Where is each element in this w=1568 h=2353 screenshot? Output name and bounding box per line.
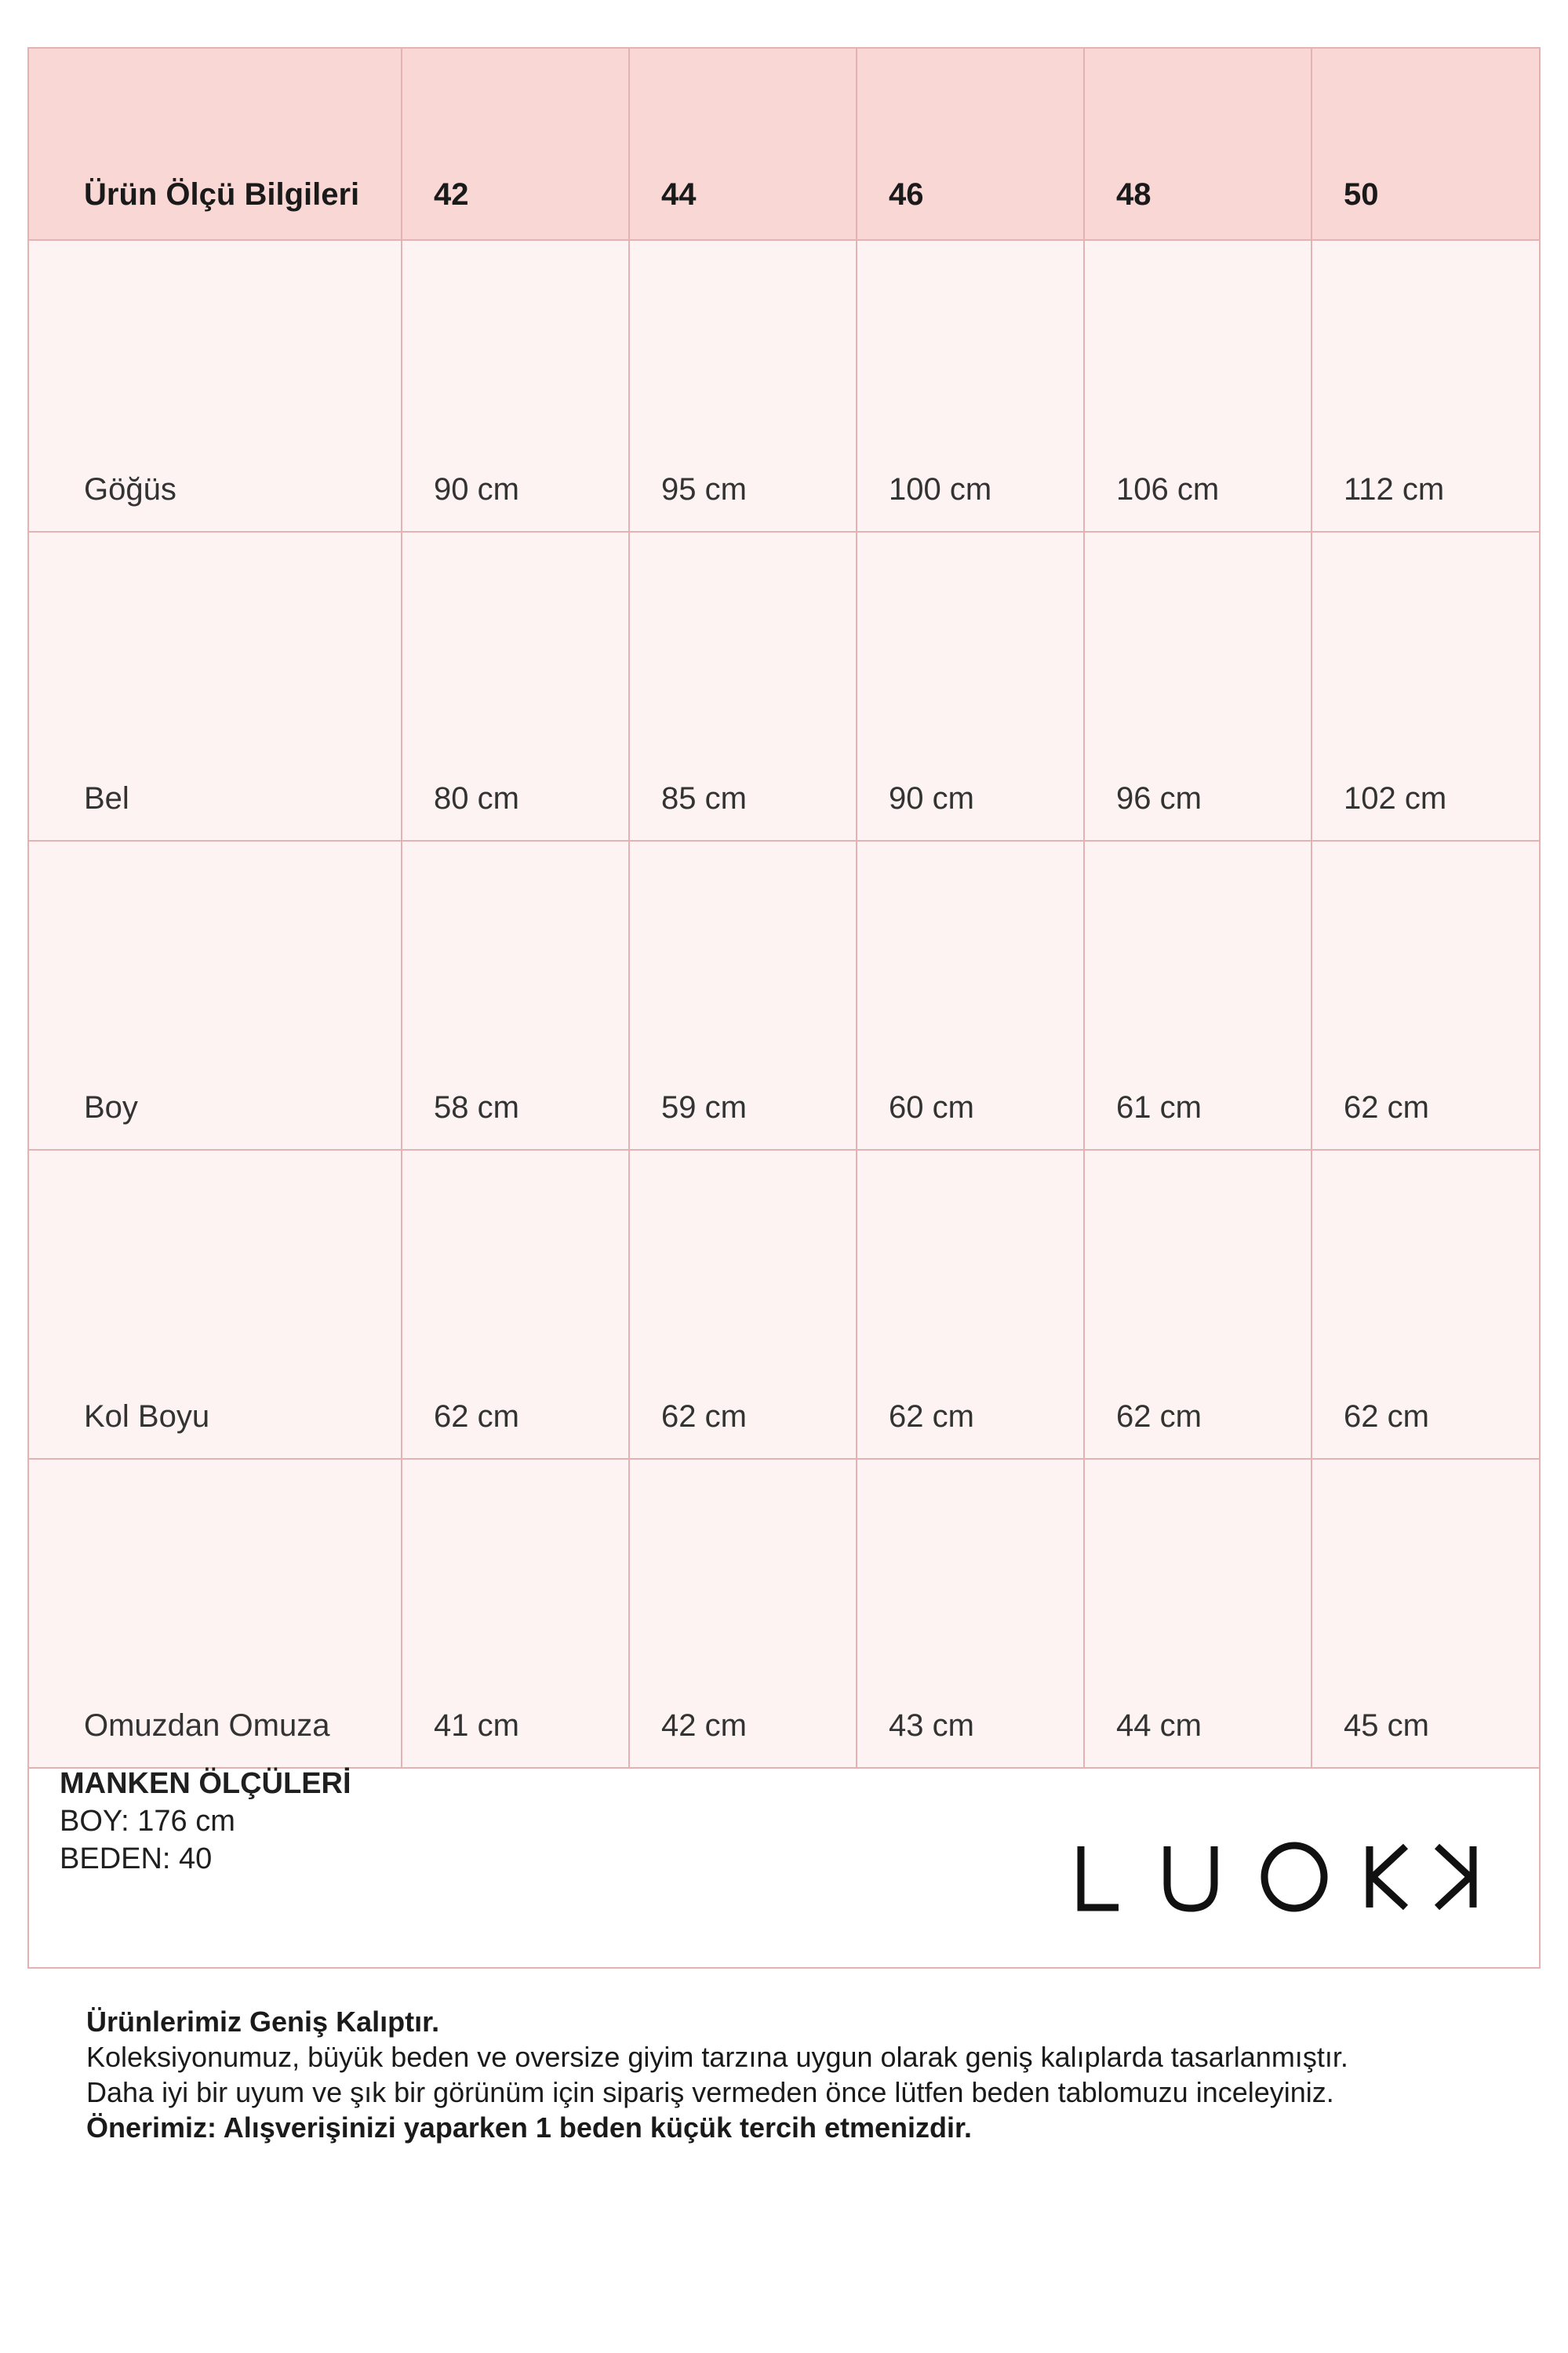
mannequin-title: MANKEN ÖLÇÜLERİ	[60, 1767, 351, 1800]
table-cell: 41 cm	[402, 1459, 629, 1768]
table-cell: 100 cm	[857, 240, 1084, 532]
row-label: Boy	[29, 841, 402, 1150]
size-header: 50	[1312, 49, 1539, 240]
fit-notes	[86, 2004, 1530, 2145]
notes-line: Koleksiyonumuz, büyük beden ve oversize giyim tarzına uygun olarak geniş kalıplarda tasarlanmıştır.	[86, 2041, 1348, 2073]
table-cell: 60 cm	[857, 841, 1084, 1150]
size-chart-frame	[27, 47, 1541, 1969]
table-cell: 62 cm	[1312, 841, 1539, 1150]
table-cell: 102 cm	[1312, 532, 1539, 841]
table-cell: 42 cm	[629, 1459, 857, 1768]
notes-recommendation: Önerimiz: Alışverişinizi yaparken 1 beden küçük tercih etmenizdir.	[86, 2111, 973, 2144]
logo-letter-l	[1081, 1846, 1119, 1907]
table-cell: 62 cm	[857, 1150, 1084, 1459]
size-header: 46	[857, 49, 1084, 240]
table-cell: 43 cm	[857, 1459, 1084, 1768]
notes-heading: Ürünlerimiz Geniş Kalıptır.	[86, 2006, 440, 2038]
table-row	[29, 532, 1539, 841]
table-cell: 58 cm	[402, 841, 629, 1150]
mannequin-info	[60, 1765, 351, 1878]
table-cell: 62 cm	[402, 1150, 629, 1459]
row-label: Kol Boyu	[29, 1150, 402, 1459]
table-cell: 80 cm	[402, 532, 629, 841]
table-cell: 85 cm	[629, 532, 857, 841]
table-cell: 62 cm	[629, 1150, 857, 1459]
table-row	[29, 1459, 1539, 1768]
logo-letter-u	[1167, 1846, 1214, 1908]
size-header: 44	[629, 49, 857, 240]
table-cell: 95 cm	[629, 240, 857, 532]
row-label: Göğüs	[29, 240, 402, 532]
table-cell: 106 cm	[1084, 240, 1312, 532]
mannequin-size: BEDEN: 40	[60, 1842, 213, 1875]
table-cell: 112 cm	[1312, 240, 1539, 532]
table-cell: 90 cm	[402, 240, 629, 532]
logo-letter-k	[1370, 1846, 1406, 1907]
table-cell: 90 cm	[857, 532, 1084, 841]
row-label: Bel	[29, 532, 402, 841]
size-table	[29, 49, 1539, 1769]
table-cell: 96 cm	[1084, 532, 1312, 841]
brand-logo	[1075, 1835, 1483, 1914]
table-cell: 62 cm	[1084, 1150, 1312, 1459]
header-label: Ürün Ölçü Bilgileri	[29, 49, 402, 240]
table-row	[29, 841, 1539, 1150]
logo-letter-o	[1264, 1846, 1324, 1908]
table-cell: 59 cm	[629, 841, 857, 1150]
table-cell: 44 cm	[1084, 1459, 1312, 1768]
table-cell: 45 cm	[1312, 1459, 1539, 1768]
size-header: 48	[1084, 49, 1312, 240]
table-row	[29, 1150, 1539, 1459]
notes-line: Daha iyi bir uyum ve şık bir görünüm için sipariş vermeden önce lütfen beden tablomuzu inceleyiniz.	[86, 2076, 1334, 2108]
mannequin-height: BOY: 176 cm	[60, 1805, 235, 1838]
table-cell: 61 cm	[1084, 841, 1312, 1150]
table-header-row	[29, 49, 1539, 240]
logo-letter-k-mirrored	[1437, 1846, 1473, 1907]
row-label: Omuzdan Omuza	[29, 1459, 402, 1768]
table-cell: 62 cm	[1312, 1150, 1539, 1459]
size-header: 42	[402, 49, 629, 240]
table-row	[29, 240, 1539, 532]
